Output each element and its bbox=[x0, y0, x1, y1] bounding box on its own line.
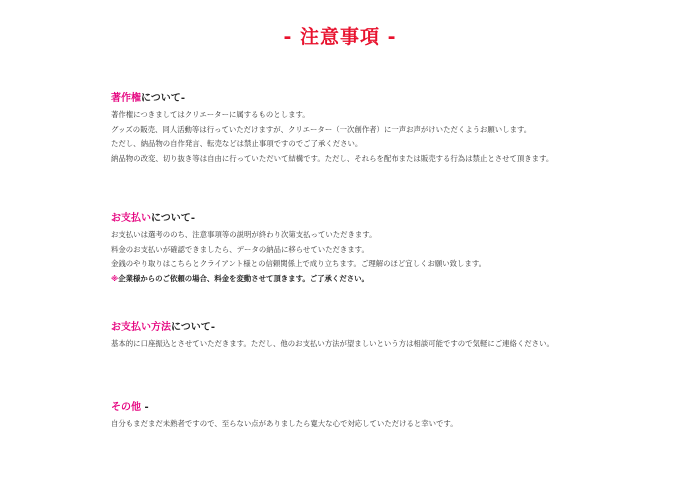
section-copyright bbox=[111, 92, 581, 166]
heading-suffix: - bbox=[141, 402, 149, 413]
section-other bbox=[111, 401, 581, 432]
heading-suffix: - bbox=[180, 93, 185, 104]
section-payment-method bbox=[111, 321, 581, 352]
body-line: 納品物の改変、切り抜き等は自由に行っていただいて結構です。ただし、それらを配布または販売する行為は禁止とさせて頂きます。 bbox=[111, 153, 554, 163]
heading-rest: について bbox=[141, 93, 181, 104]
section-heading bbox=[111, 92, 581, 106]
section-heading bbox=[111, 321, 581, 335]
heading-suffix: - bbox=[210, 322, 215, 333]
heading-highlight: その他 bbox=[111, 402, 141, 413]
heading-suffix: - bbox=[190, 213, 195, 224]
section-body bbox=[111, 417, 581, 432]
section-payment bbox=[111, 212, 581, 286]
body-line: 基本的に口座振込とさせていただきます。ただし、他のお支払い方法が望ましいという方は相談可能ですので気軽にご連絡ください。 bbox=[111, 339, 554, 348]
body-line: ただし、納品物の自作発言、転売などは禁止事項ですのでご了承ください。 bbox=[111, 139, 363, 149]
page-title: - 注意事項 - bbox=[283, 26, 397, 48]
section-body bbox=[111, 228, 581, 286]
note-line bbox=[111, 272, 581, 287]
note-text: 企業様からのご依頼の場合、料金を変動させて頂きます。ご了承ください。 bbox=[118, 273, 369, 283]
section-body bbox=[111, 108, 581, 166]
body-line: 金銭のやり取りはこちらとクライアント様との信頼関係上で成り立ちます。ご理解のほど宜しくお願い致します。 bbox=[111, 259, 487, 269]
note-mark: ※ bbox=[111, 273, 119, 283]
heading-highlight: お支払い bbox=[111, 213, 151, 224]
section-heading bbox=[111, 401, 581, 415]
body-line: 著作権につきましてはクリエーターに属するものとします。 bbox=[111, 110, 310, 119]
body-line: お支払いは選考ののち、注意事項等の説明が終わり次第支払っていただきます。 bbox=[111, 230, 377, 239]
body-line: グッズの販売、同人活動等は行っていただけますが、クリエーター（一次創作者）に一声お声がけいただくようお願いします。 bbox=[111, 124, 532, 134]
section-heading bbox=[111, 212, 581, 226]
body-line: 自分もまだまだ未熟者ですので、至らない点がありましたら寛大な心で対応していただけると幸いです。 bbox=[111, 419, 458, 428]
heading-rest: について bbox=[171, 322, 211, 333]
body-line: 料金のお支払いが確認できましたら、データの納品に移らせていただきます。 bbox=[111, 244, 369, 254]
heading-highlight: お支払い方法 bbox=[111, 322, 171, 333]
heading-rest: について bbox=[151, 213, 191, 224]
heading-highlight: 著作権 bbox=[111, 93, 141, 104]
section-body bbox=[111, 337, 581, 352]
